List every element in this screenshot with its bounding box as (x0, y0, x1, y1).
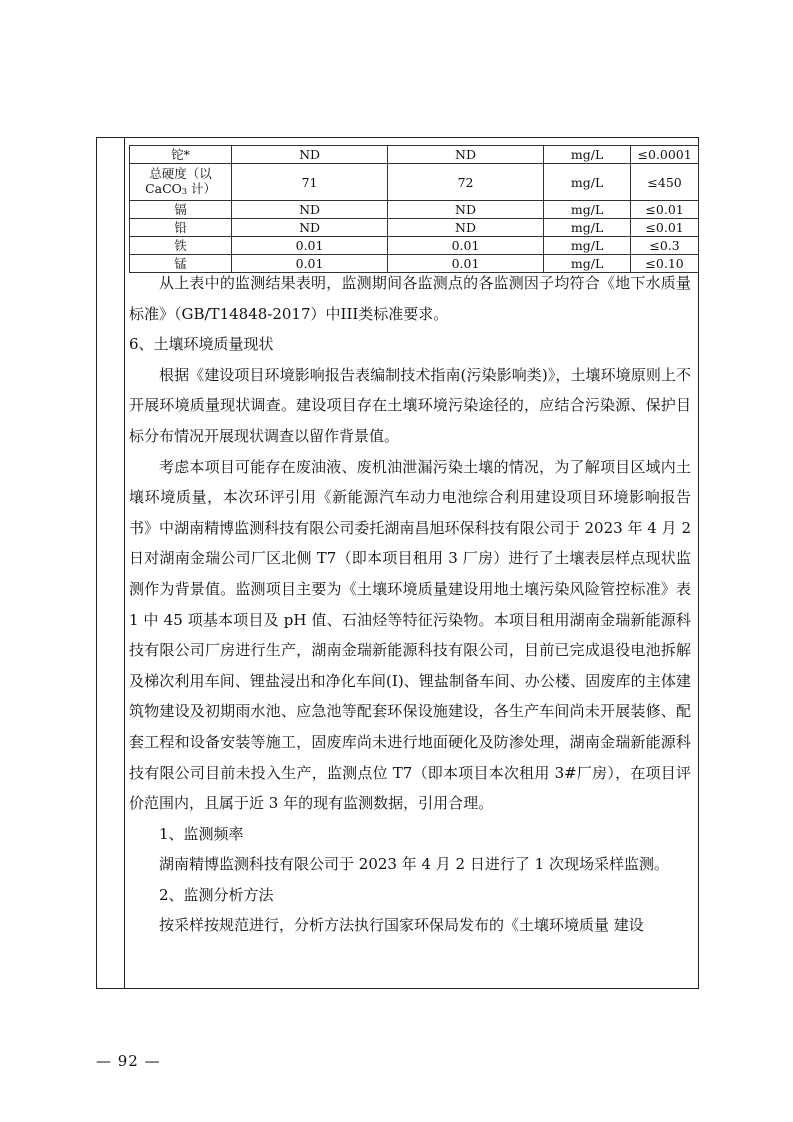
param-text: CaCO (145, 180, 182, 196)
unit-cell: mg/L (544, 219, 631, 237)
paragraph: 从上表中的监测结果表明，监测期间各监测点的各监测因子均符合《地下水质量标准》（GB/T14848-2017）中III类标准要求。 (129, 274, 691, 323)
paragraph: 按采样按规范进行，分析方法执行国家环保局发布的《土壤环境质量 建设 (159, 916, 644, 935)
param-line (130, 181, 231, 199)
param-subscript: 3 (181, 186, 187, 196)
value-cell: 71 (232, 164, 388, 201)
unit-cell: mg/L (544, 146, 631, 164)
unit-cell: mg/L (544, 164, 631, 201)
limit-cell: ≤0.01 (631, 201, 699, 219)
unit-cell: mg/L (544, 201, 631, 219)
value-cell: ND (232, 146, 388, 164)
param-line: 总硬度（以 (149, 165, 212, 181)
body-text (129, 268, 691, 941)
sub-heading: 2、监测分析方法 (159, 885, 274, 904)
page-number: — 92 — (96, 1052, 161, 1070)
table-row (130, 237, 699, 255)
section-heading: 6、土壤环境质量现状 (129, 335, 274, 354)
sub-heading: 1、监测频率 (159, 824, 244, 843)
param-text: 计） (187, 180, 216, 196)
value-cell: 0.01 (232, 237, 388, 255)
limit-cell: ≤0.10 (631, 255, 699, 273)
table-row (130, 146, 699, 164)
monitoring-results-table (129, 145, 699, 273)
value-cell: 0.01 (388, 255, 544, 273)
param-cell (130, 164, 232, 201)
value-cell: 72 (388, 164, 544, 201)
value-cell: 0.01 (232, 255, 388, 273)
paragraph: 考虑本项目可能存在废油液、废机油泄漏污染土壤的情况，为了解项目区域内土壤环境质量，本次环评引用《新能源汽车动力电池综合利用建设项目环境影响报告书》中湖南精博监测科技有限公司委托湖南昌旭环保科技有限公司于 2023 年 4 月 2 日对湖南金瑞公司厂区北侧 T7（即本项目租用 3 厂房）进行了土壤表层样点现状监测作为背景值。监测项目主要为《土壤环境质量建设用地土壤污染风险管控标准》表 1 中 45 项基本项目及 pH 值、石油烃等特征污染物。本项目租用湖南金瑞新能源科技有限公司厂房进行生产，湖南金瑞新能源科技有限公司，目前已完成退役电池拆解及梯次利用车间、锂盐浸出和净化车间(I)、锂盐制备车间、办公楼、固废库的主体建筑物建设及初期雨水池、应急池等配套环保设施建设，各生产车间尚未开展装修、配套工程和设备安装等施工，固废库尚未进行地面硬化及防渗处理，湖南金瑞新能源科技有限公司目前未投入生产，监测点位 T7（即本项目本次租用 3#厂房），在项目评价范围内，且属于近 3 年的现有监测数据，引用合理。 (129, 457, 691, 813)
frame-divider (124, 138, 125, 988)
value-cell: ND (388, 146, 544, 164)
limit-cell: ≤0.01 (631, 219, 699, 237)
paragraph: 根据《建设项目环境影响报告表编制技术指南(污染影响类)》，土壤环境原则上不开展环境质量现状调查。建设项目存在土壤环境污染途径的，应结合污染源、保护目标分布情况开展现状调查以留作背景值。 (129, 365, 691, 445)
value-cell: ND (232, 201, 388, 219)
limit-cell: ≤0.0001 (631, 146, 699, 164)
param-cell: 铁 (130, 237, 232, 255)
param-cell: 铅 (130, 219, 232, 237)
table-row (130, 164, 699, 201)
value-cell: ND (232, 219, 388, 237)
param-cell: 铊* (130, 146, 232, 164)
unit-cell: mg/L (544, 237, 631, 255)
table-row (130, 219, 699, 237)
param-cell: 锰 (130, 255, 232, 273)
table-row (130, 201, 699, 219)
param-cell: 镉 (130, 201, 232, 219)
value-cell: ND (388, 219, 544, 237)
value-cell: ND (388, 201, 544, 219)
value-cell: 0.01 (388, 237, 544, 255)
limit-cell: ≤0.3 (631, 237, 699, 255)
unit-cell: mg/L (544, 255, 631, 273)
limit-cell: ≤450 (631, 164, 699, 201)
paragraph: 湖南精博监测科技有限公司于 2023 年 4 月 2 日进行了 1 次现场采样监测。 (159, 855, 669, 874)
